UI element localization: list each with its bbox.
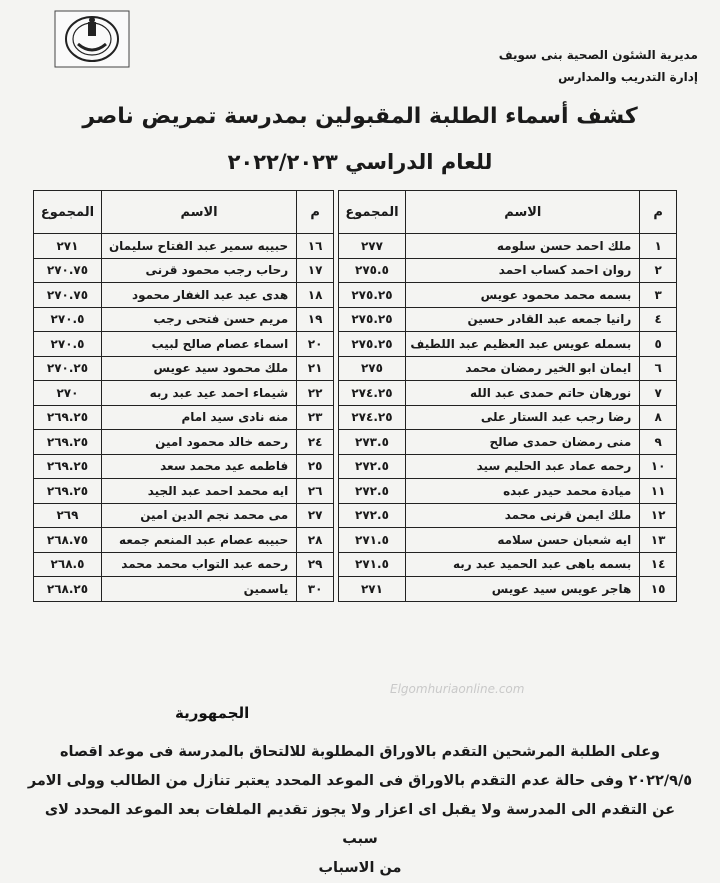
row-num: ١٩	[297, 307, 334, 332]
students-table-wrap	[33, 190, 677, 602]
row-num: ٤	[640, 307, 677, 332]
student-name: ياسمين	[101, 577, 296, 602]
row-num: ٢٤	[297, 430, 334, 455]
student-total: ٢٧٥	[338, 356, 406, 381]
department-name: إدارة التدريب والمدارس	[558, 70, 698, 84]
column-gap	[333, 307, 338, 332]
row-num: ٨	[640, 405, 677, 430]
student-name: شيماء احمد عيد عبد ربه	[101, 381, 296, 406]
col-name-right: الاسم	[406, 191, 640, 234]
student-name: ملك محمود سيد عويس	[101, 356, 296, 381]
row-num: ٢٢	[297, 381, 334, 406]
student-total: ٢٧٠.٧٥	[34, 283, 102, 308]
student-name: رحمه عماد عبد الحليم سيد	[406, 454, 640, 479]
table-row	[34, 577, 677, 602]
table-row	[34, 454, 677, 479]
row-num: ٢٣	[297, 405, 334, 430]
student-total: ٢٦٨.٢٥	[34, 577, 102, 602]
brand-logo: الجمهورية	[175, 704, 250, 722]
row-num: ٩	[640, 430, 677, 455]
student-name: ايه شعبان حسن سلامه	[406, 528, 640, 553]
row-num: ٣٠	[297, 577, 334, 602]
table-row	[34, 307, 677, 332]
row-num: ١٥	[640, 577, 677, 602]
column-gap	[333, 234, 338, 259]
student-total: ٢٦٩.٢٥	[34, 479, 102, 504]
student-name: هاجر عويس سيد عويس	[406, 577, 640, 602]
row-num: ١١	[640, 479, 677, 504]
student-name: بسمه محمد محمود عويس	[406, 283, 640, 308]
row-num: ٢٦	[297, 479, 334, 504]
row-num: ٧	[640, 381, 677, 406]
student-name: مى محمد نجم الدين امين	[101, 503, 296, 528]
row-num: ٢	[640, 258, 677, 283]
row-num: ٢٧	[297, 503, 334, 528]
table-body	[34, 234, 677, 602]
student-name: بسمه باهى عبد الحميد عبد ربه	[406, 552, 640, 577]
student-name: رضا رجب عبد الستار على	[406, 405, 640, 430]
col-num-right: م	[640, 191, 677, 234]
student-name: حبيبه سمير عبد الفتاح سليمان	[101, 234, 296, 259]
student-name: منى رمضان حمدى صالح	[406, 430, 640, 455]
student-total: ٢٧٠.٥	[34, 332, 102, 357]
student-name: هدى عيد عبد الغفار محمود	[101, 283, 296, 308]
student-total: ٢٧٣.٥	[338, 430, 406, 455]
column-gap	[333, 405, 338, 430]
student-name: رانيا جمعه عبد القادر حسين	[406, 307, 640, 332]
student-name: مريم حسن فتحى رجب	[101, 307, 296, 332]
row-num: ١٠	[640, 454, 677, 479]
table-row	[34, 234, 677, 259]
directorate-name: مديرية الشئون الصحية بنى سويف	[498, 48, 698, 62]
footer-line-3: عن التقدم الى المدرسة ولا يقبل اى اعزار ولا يجوز تقديم الملفات بعد الموعد المحدد لاى سبب	[44, 802, 676, 847]
column-gap	[333, 430, 338, 455]
student-name: ايمان ابو الخير رمضان محمد	[406, 356, 640, 381]
page-subtitle: للعام الدراسي ٢٠٢٢/٢٠٢٣	[227, 150, 493, 174]
student-name: نورهان حاتم حمدى عبد الله	[406, 381, 640, 406]
table-row	[34, 503, 677, 528]
student-total: ٢٧٧	[338, 234, 406, 259]
column-gap	[333, 479, 338, 504]
student-total: ٢٧٠.٢٥	[34, 356, 102, 381]
table-row	[34, 258, 677, 283]
student-name: بسمله عويس عبد العظيم عبد اللطيف	[406, 332, 640, 357]
table-row	[34, 356, 677, 381]
student-name: منه نادى سيد امام	[101, 405, 296, 430]
student-name: رحمه خالد محمود امين	[101, 430, 296, 455]
column-gap	[333, 552, 338, 577]
student-total: ٢٧٢.٥	[338, 479, 406, 504]
footer-line-4: من الاسباب	[318, 860, 402, 876]
table-header-row	[34, 191, 677, 234]
student-total: ٢٧٥.٢٥	[338, 283, 406, 308]
student-total: ٢٧٤.٢٥	[338, 381, 406, 406]
column-gap	[333, 332, 338, 357]
row-num: ١٢	[640, 503, 677, 528]
student-name: ملك احمد حسن سلومه	[406, 234, 640, 259]
student-total: ٢٧١.٥	[338, 552, 406, 577]
row-num: ١	[640, 234, 677, 259]
col-name-left: الاسم	[101, 191, 296, 234]
row-num: ٢١	[297, 356, 334, 381]
table-row	[34, 332, 677, 357]
footer-notice	[26, 738, 694, 883]
student-total: ٢٧٤.٢٥	[338, 405, 406, 430]
table-row	[34, 381, 677, 406]
page-title: كشف أسماء الطلبة المقبولين بمدرسة تمريض ناصر	[82, 104, 638, 129]
student-name: رحاب رجب محمود قرنى	[101, 258, 296, 283]
watermark: Elgomhuriaonline.com	[390, 682, 525, 696]
table-row	[34, 528, 677, 553]
row-num: ٢٨	[297, 528, 334, 553]
row-num: ١٧	[297, 258, 334, 283]
student-total: ٢٧٢.٥	[338, 454, 406, 479]
row-num: ٢٥	[297, 454, 334, 479]
row-num: ١٨	[297, 283, 334, 308]
student-total: ٢٧١	[34, 234, 102, 259]
column-gap	[333, 283, 338, 308]
column-gap	[333, 381, 338, 406]
table-row	[34, 552, 677, 577]
row-num: ٦	[640, 356, 677, 381]
student-total: ٢٧٠.٧٥	[34, 258, 102, 283]
row-num: ١٣	[640, 528, 677, 553]
student-total: ٢٦٩.٢٥	[34, 405, 102, 430]
student-total: ٢٧٢.٥	[338, 503, 406, 528]
student-total: ٢٦٩.٢٥	[34, 454, 102, 479]
column-gap	[333, 258, 338, 283]
student-total: ٢٧٠.٥	[34, 307, 102, 332]
student-name: رحمه عبد التواب محمد محمد	[101, 552, 296, 577]
student-name: روان احمد كساب احمد	[406, 258, 640, 283]
table-row	[34, 283, 677, 308]
student-name: ملك ايمن قرنى محمد	[406, 503, 640, 528]
student-total: ٢٦٨.٧٥	[34, 528, 102, 553]
student-name: ميادة محمد حيدر عبده	[406, 479, 640, 504]
student-total: ٢٧٠	[34, 381, 102, 406]
row-num: ١٦	[297, 234, 334, 259]
students-table	[33, 190, 677, 602]
footer-line-2: ٢٠٢٢/٩/٥ وفى حالة عدم التقدم بالاوراق فى الموعد المحدد يعتبر تنازل من الطالب وولى الامر	[27, 773, 693, 789]
issuer-header	[499, 44, 698, 88]
table-row	[34, 430, 677, 455]
student-total: ٢٧١.٥	[338, 528, 406, 553]
column-gap	[333, 528, 338, 553]
row-num: ٣	[640, 283, 677, 308]
column-gap	[333, 191, 338, 234]
student-total: ٢٧١	[338, 577, 406, 602]
col-num-left: م	[297, 191, 334, 234]
row-num: ٢٠	[297, 332, 334, 357]
student-total: ٢٦٩.٢٥	[34, 430, 102, 455]
column-gap	[333, 454, 338, 479]
row-num: ٥	[640, 332, 677, 357]
student-total: ٢٧٥.٢٥	[338, 332, 406, 357]
row-num: ٢٩	[297, 552, 334, 577]
column-gap	[333, 577, 338, 602]
column-gap	[333, 356, 338, 381]
column-gap	[333, 503, 338, 528]
student-total: ٢٧٥.٢٥	[338, 307, 406, 332]
student-total: ٢٦٩	[34, 503, 102, 528]
footer-line-1: وعلى الطلبة المرشحين التقدم بالاوراق المطلوبة للالتحاق بالمدرسة فى موعد اقصاه	[59, 744, 661, 760]
student-name: فاطمه عيد محمد سعد	[101, 454, 296, 479]
student-name: حبيبه عصام عبد المنعم جمعه	[101, 528, 296, 553]
ministry-logo-icon	[54, 10, 130, 68]
col-total-left: المجموع	[34, 191, 102, 234]
student-name: اسماء عصام صالح لبيب	[101, 332, 296, 357]
student-total: ٢٦٨.٥	[34, 552, 102, 577]
student-name: ايه محمد احمد عبد الجيد	[101, 479, 296, 504]
col-total-right: المجموع	[338, 191, 406, 234]
table-row	[34, 479, 677, 504]
row-num: ١٤	[640, 552, 677, 577]
student-total: ٢٧٥.٥	[338, 258, 406, 283]
table-row	[34, 405, 677, 430]
